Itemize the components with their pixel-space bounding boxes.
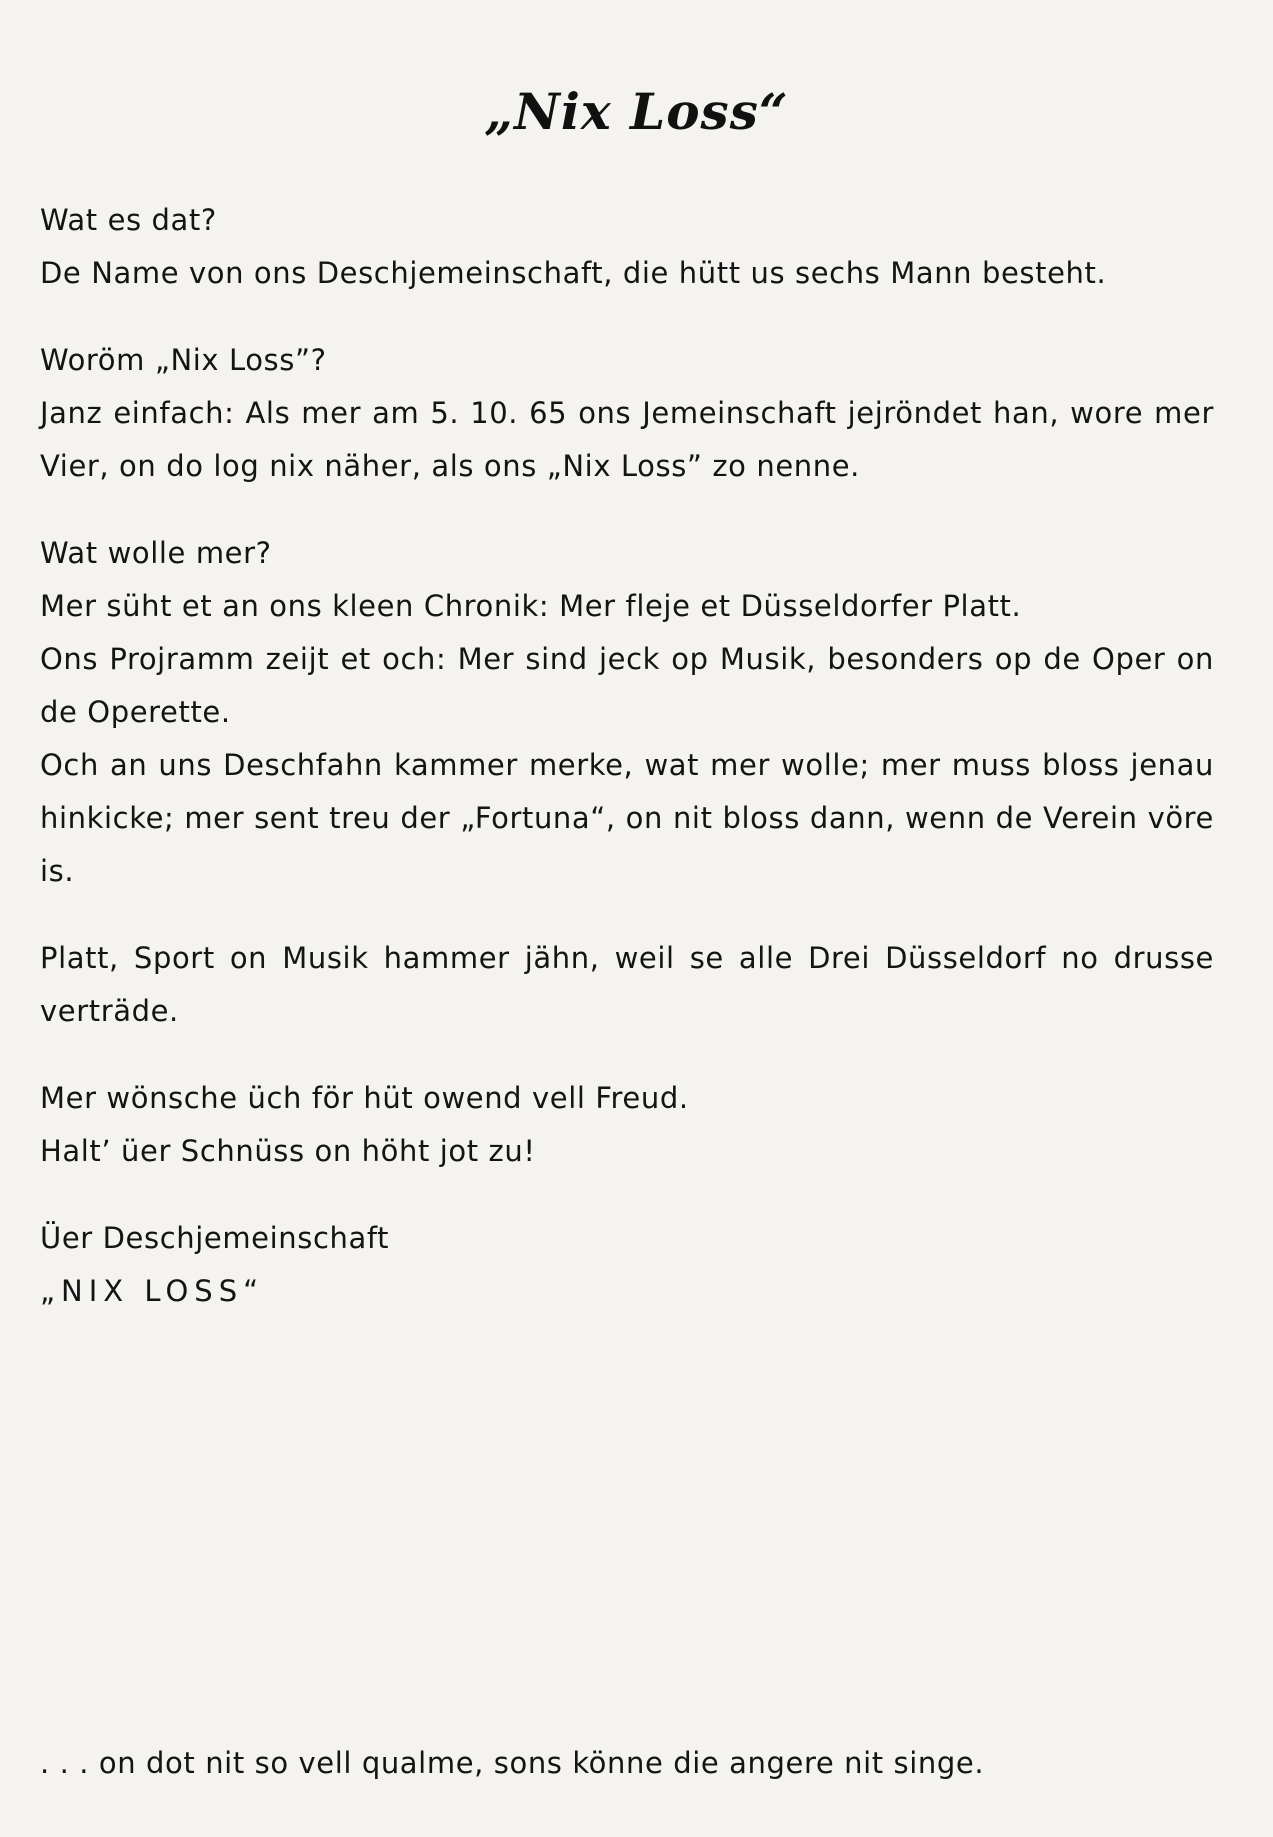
section1-answer: De Name von ons Deschjemeinschaft, die hütt us sechs Mann besteht. bbox=[40, 256, 1107, 290]
section3-line2: Ons Projramm zeijt et och: Mer sind jeck op Musik, besonders op de Oper on de Operette. bbox=[40, 642, 1214, 729]
page-title: „Nix Loss“ bbox=[484, 82, 789, 141]
section5-line1: Mer wönsche üch för hüt owend vell Freud. bbox=[40, 1081, 689, 1115]
section3-line3: Och an uns Deschfahn kammer merke, wat mer wolle; mer muss bloss jenau hinkicke; mer sent treu der „Fortuna“, on nit bloss dann, wenn de Verein vöre is. bbox=[40, 748, 1214, 888]
section2-question: Woröm „Nix Loss”? bbox=[40, 343, 327, 377]
footer-note: . . . on dot nit so vell qualme, sons könne die angere nit singe. bbox=[40, 1746, 985, 1780]
section2-answer: Janz einfach: Als mer am 5. 10. 65 ons Jemeinschaft jejröndet han, wore mer Vier, on do log nix näher, als ons „Nix Loss” zo nenne. bbox=[40, 396, 1214, 483]
signature-line1: Üer Deschjemeinschaft bbox=[40, 1221, 390, 1255]
section3-question: Wat wolle mer? bbox=[40, 536, 272, 570]
signature-line2: „NIX LOSS“ bbox=[40, 1274, 265, 1308]
section5-line2: Halt’ üer Schnüss on höht jot zu! bbox=[40, 1134, 536, 1168]
body-text bbox=[40, 194, 1214, 1318]
section4-text: Platt, Sport on Musik hammer jähn, weil se alle Drei Düsseldorf no drusse verträde. bbox=[40, 941, 1214, 1028]
section1-question: Wat es dat? bbox=[40, 203, 217, 237]
section3-line1: Mer süht et an ons kleen Chronik: Mer fleje et Düsseldorfer Platt. bbox=[40, 589, 1022, 623]
